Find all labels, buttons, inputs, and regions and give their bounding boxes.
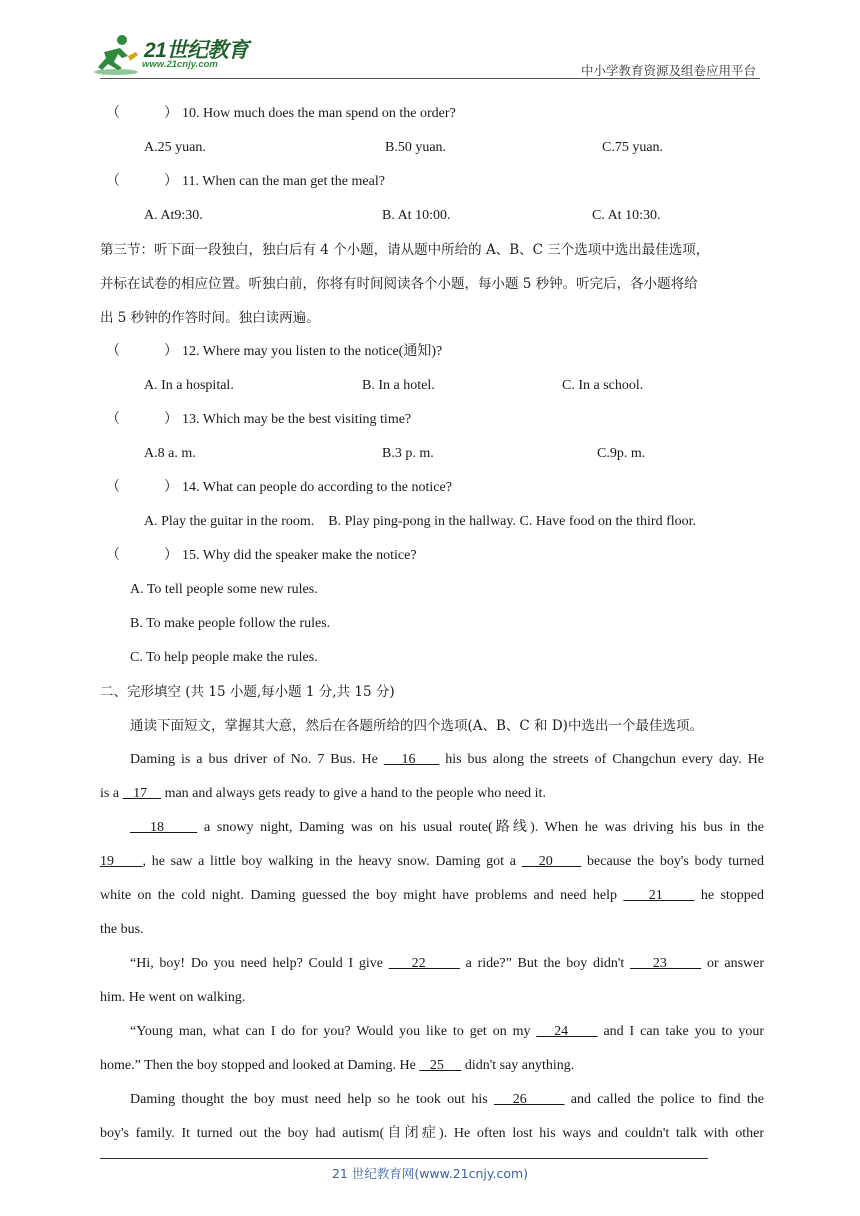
option-c: C.75 yuan. (602, 140, 664, 155)
passage-text: because the boy's body turned (581, 854, 765, 869)
option-c: C. To help people make the rules. (130, 650, 318, 665)
logo-text: 21世纪教育 (144, 39, 249, 62)
blank-24: 24 (536, 1024, 598, 1039)
option-a: A. To tell people some new rules. (130, 582, 318, 597)
answer-paren-open: （ (106, 174, 120, 189)
passage-text: man and always gets ready to give a hand to the people who need it. (161, 786, 546, 801)
passage-text: home.” Then the boy stopped and looked at Daming. He (100, 1058, 420, 1073)
passage-text: a snowy night, Daming was on his usual route(路线). When he was driving his bus in the (197, 820, 764, 835)
section3-line3: 出 5 秒钟的作答时间。独白读两遍。 (100, 310, 320, 326)
cloze-paragraph-line (100, 750, 764, 770)
passage-text: a ride?” But the boy didn't (459, 956, 631, 971)
passage-text: , he saw a little boy walking in the heavy snow. Daming got a (142, 854, 522, 869)
blank-19: 19 (100, 854, 143, 869)
option-b: B. In a hotel. (362, 378, 435, 393)
option-c: C. At 10:30. (592, 208, 661, 223)
section3-line1: 第三节：听下面一段独白，独白后有 4 个小题，请从题中所给的 A、B、C 三个选项中选出最佳选项， (100, 242, 710, 258)
option-b: B.3 p. m. (382, 446, 434, 461)
passage-text: “Hi, boy! Do you need help? Could I give (130, 956, 389, 971)
cloze-paragraph-line (100, 784, 764, 804)
option-b: B. To make people follow the rules. (130, 616, 331, 631)
page-header (0, 0, 860, 82)
blank-21: 21 (623, 888, 695, 903)
option-a: A.8 a. m. (144, 446, 196, 461)
cloze-paragraph-line (100, 1056, 764, 1076)
cloze-heading: 二、完形填空 (共 15 小题,每小题 1 分,共 15 分) (100, 684, 395, 700)
section3-line2: 并标在试卷的相应位置。听独白前，你将有时间阅读各个小题，每小题 5 秒钟。听完后，各小题将给 (100, 276, 698, 292)
header-divider (100, 78, 760, 79)
passage-text: Daming thought the boy must need help so he took out his (130, 1092, 494, 1107)
passage-text: white on the cold night. Daming guessed the boy might have problems and need help (100, 888, 624, 903)
site-logo (92, 32, 262, 78)
question-text: 15. Why did the speaker make the notice? (182, 548, 417, 563)
option-a: A. In a hospital. (144, 378, 234, 393)
passage-text: didn't say anything. (461, 1058, 575, 1073)
blank-22: 22 (388, 956, 460, 971)
passage-text: “Young man, what can I do for you? Would you like to get on my (130, 1024, 537, 1039)
passage-text: and called the police to find the (564, 1092, 764, 1107)
option-c: C.9p. m. (597, 446, 646, 461)
question-text: 14. What can people do according to the notice? (182, 480, 452, 495)
blank-18: 18 (130, 820, 198, 835)
runner-icon (92, 32, 142, 78)
answer-paren-close: ） (164, 344, 178, 359)
cloze-paragraph-line (100, 886, 764, 906)
answer-paren-open: （ (106, 106, 120, 121)
cloze-instruction: 通读下面短文，掌握其大意，然后在各题所给的四个选项(A、B、C 和 D)中选出一个最佳选项。 (130, 718, 703, 734)
answer-paren-open: （ (106, 344, 120, 359)
option-c: C. In a school. (562, 378, 644, 393)
answer-paren-open: （ (106, 548, 120, 563)
option-b: B.50 yuan. (385, 140, 447, 155)
passage-text: Daming is a bus driver of No. 7 Bus. He (130, 752, 384, 767)
options-row: A. Play the guitar in the room. B. Play ping-pong in the hallway. C. Have food on the third floor. (144, 514, 697, 529)
blank-25: 25 (419, 1058, 462, 1073)
blank-16: 16 (383, 752, 440, 767)
cloze-paragraph-line: him. He went on walking. (100, 990, 246, 1005)
passage-text: his bus along the streets of Changchun every day. He (439, 752, 765, 767)
platform-label: 中小学教育资源及组卷应用平台 (580, 63, 756, 78)
passage-text: he stopped (694, 888, 765, 903)
answer-paren-open: （ (106, 480, 120, 495)
page-footer: 21 世纪教育网(www.21cnjy.com) (331, 1166, 529, 1181)
blank-26: 26 (493, 1092, 565, 1107)
logo-url: www.21cnjy.com (142, 59, 218, 70)
question-text: 12. Where may you listen to the notice(通知)? (182, 344, 443, 359)
option-a: A. At9:30. (144, 208, 203, 223)
answer-paren-close: ） (164, 412, 178, 427)
blank-23: 23 (630, 956, 702, 971)
answer-paren-open: （ (106, 412, 120, 427)
answer-paren-close: ） (164, 174, 178, 189)
cloze-paragraph-line: boy's family. It turned out the boy had autism(自闭症). He often lost his ways and couldn't talk with other (100, 1126, 764, 1141)
answer-paren-close: ） (164, 106, 178, 121)
option-b: B. At 10:00. (382, 208, 451, 223)
answer-paren-close: ） (164, 480, 178, 495)
question-text: 10. How much does the man spend on the order? (182, 106, 456, 121)
cloze-paragraph-line (100, 954, 764, 974)
answer-paren-close: ） (164, 548, 178, 563)
footer-divider (100, 1158, 708, 1159)
question-text: 11. When can the man get the meal? (182, 174, 385, 189)
cloze-paragraph-line (100, 852, 764, 872)
option-a: A.25 yuan. (144, 140, 206, 155)
passage-text: is a (100, 786, 123, 801)
passage-text: or answer (701, 956, 765, 971)
blank-20: 20 (521, 854, 582, 869)
cloze-paragraph-line: the bus. (100, 922, 144, 937)
blank-17: 17 (122, 786, 162, 801)
cloze-paragraph-line (100, 1022, 764, 1042)
passage-text: and I can take you to your (597, 1024, 764, 1039)
cloze-paragraph-line (100, 1090, 764, 1110)
cloze-paragraph-line (100, 818, 764, 838)
question-text: 13. Which may be the best visiting time? (182, 412, 412, 427)
